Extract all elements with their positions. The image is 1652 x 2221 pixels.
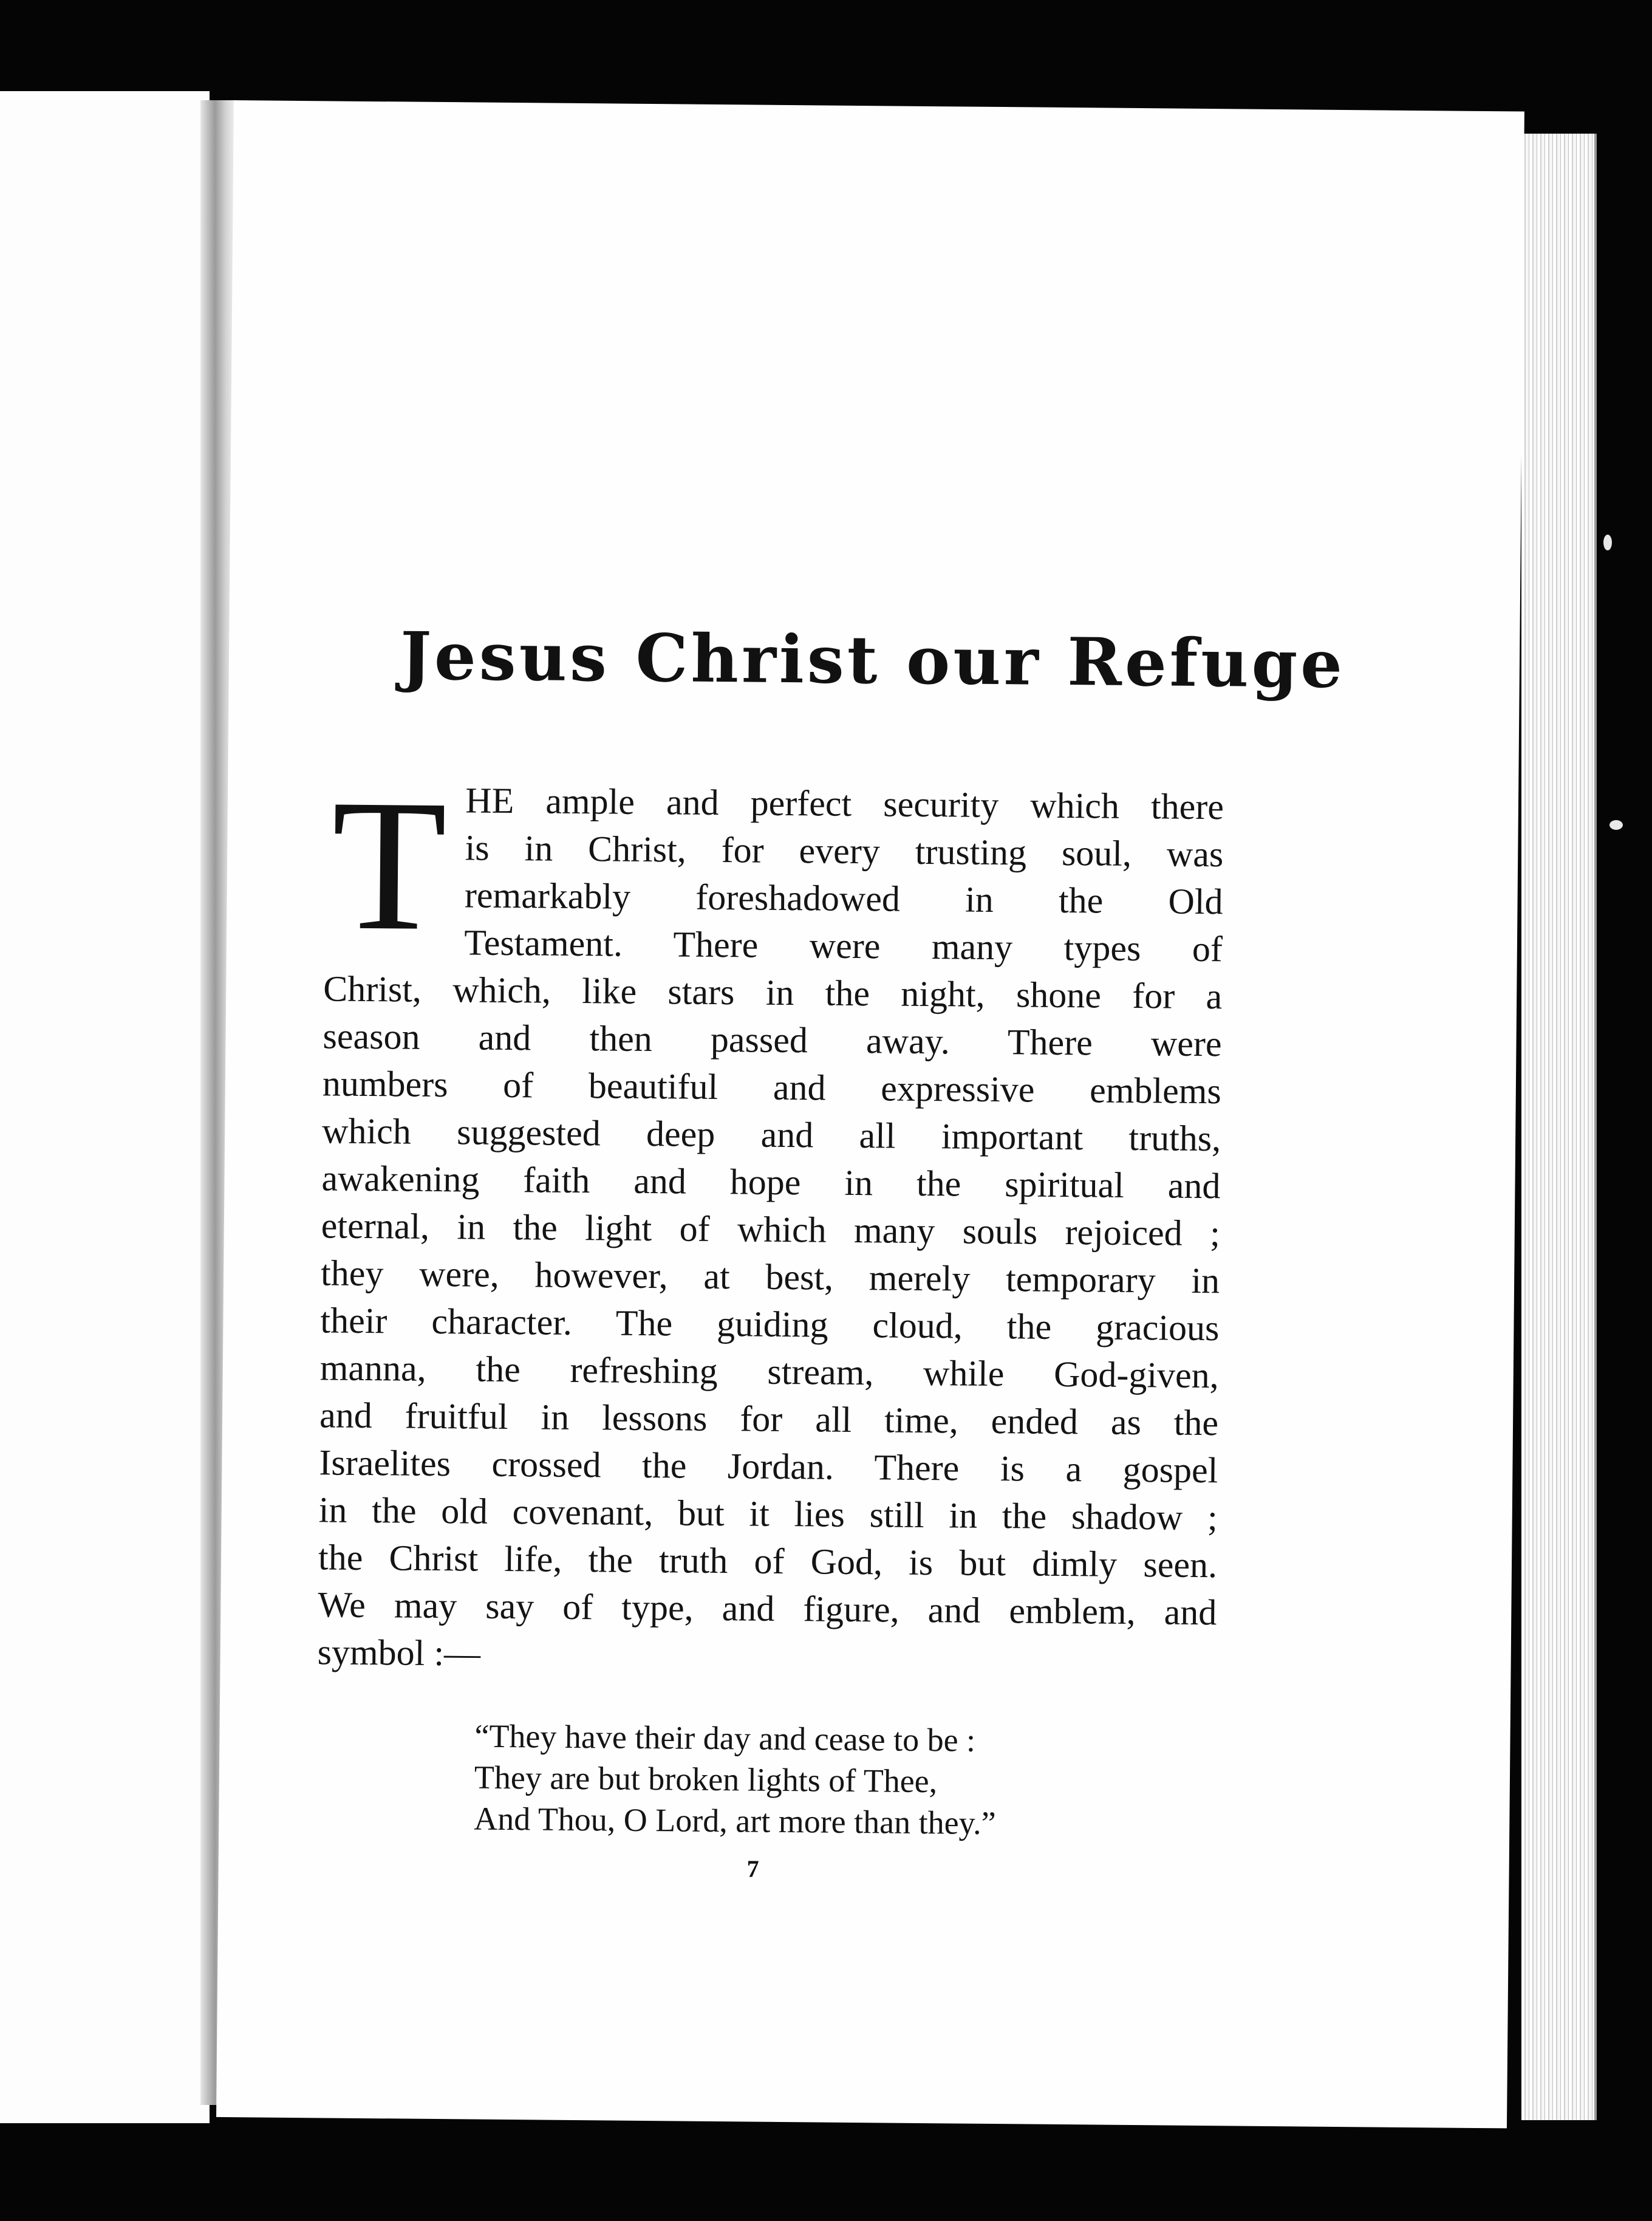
chapter-heading: Jesus Christ our Refuge: [400, 618, 1346, 703]
text-line: remarkably foreshadowed in the Old: [464, 875, 1223, 922]
text-line: they were, however, at best, merely temporary in: [320, 1253, 1220, 1301]
text-line: manna, the refreshing stream, while God-given,: [319, 1347, 1220, 1396]
text-line: eternal, in the light of which many souls rejoiced ;: [321, 1205, 1221, 1254]
text-line: and fruitful in lessons for all time, ended as the: [319, 1395, 1219, 1443]
body-text: [317, 761, 1224, 1683]
text-line: HE ample and perfect security which there: [465, 780, 1224, 827]
text-line: Testament. There were many types of: [464, 922, 1223, 970]
verse-quote: [474, 1716, 1143, 1846]
text-line: their character. The guiding cloud, the gracious: [320, 1300, 1220, 1349]
facing-page-edge: [0, 91, 210, 2123]
verse-line: “They have their day and cease to be :: [474, 1717, 976, 1759]
text-line: is in Christ, for every trusting soul, was: [465, 827, 1224, 875]
text-line: the Christ life, the truth of God, is but dimly seen.: [318, 1537, 1218, 1586]
text-line: awakening faith and hope in the spiritual and: [321, 1158, 1221, 1206]
text-line: which suggested deep and all important truths,: [321, 1110, 1221, 1159]
text-line: in the old covenant, but it lies still in the shadow ;: [318, 1490, 1218, 1538]
book-page: [216, 100, 1524, 2128]
scan-speck: [1603, 535, 1612, 550]
text-line: symbol :—: [317, 1632, 481, 1674]
verse-line: And Thou, O Lord, art more than they.”: [474, 1800, 996, 1842]
page-number: 7: [746, 1855, 759, 1883]
text-line: season and then passed away. There were: [323, 1016, 1222, 1064]
text-line: Christ, which, like stars in the night, shone for a: [323, 968, 1223, 1017]
text-line: We may say of type, and figure, and emblem, and: [318, 1584, 1217, 1633]
verse-line: They are but broken lights of Thee,: [474, 1759, 938, 1800]
scan-speck: [1609, 820, 1623, 830]
drop-cap: T: [330, 761, 448, 971]
text-line: Israelites crossed the Jordan. There is a gospel: [319, 1442, 1218, 1491]
page-block-edges: [1521, 134, 1597, 2120]
text-line: numbers of beautiful and expressive emblems: [322, 1063, 1222, 1112]
